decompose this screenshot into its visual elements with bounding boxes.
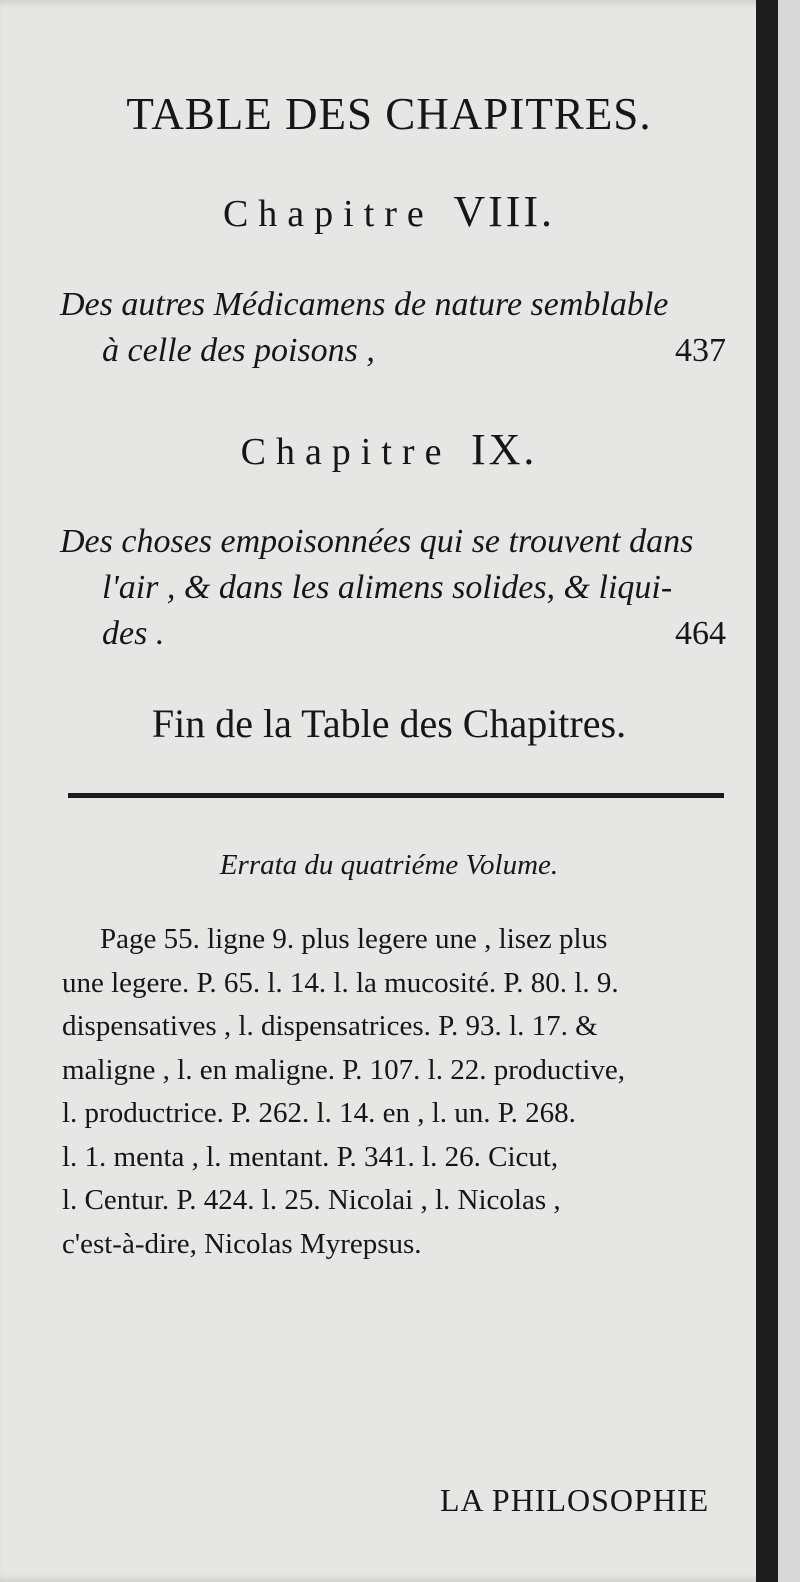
chapter-entry-ix	[60, 519, 732, 657]
catchword: LA PHILOSOPHIE	[440, 1482, 710, 1518]
end-of-table: Fin de la Table des Chapitres.	[151, 701, 627, 746]
page-edge	[756, 0, 778, 1582]
chapter-label: Chapitre	[222, 193, 434, 235]
chapter-label: Chapitre	[240, 431, 452, 473]
entry-line: des .	[102, 615, 165, 652]
page-number: 437	[675, 332, 726, 369]
page-title: TABLE DES CHAPITRES.	[126, 89, 652, 139]
page-number: 464	[675, 615, 726, 652]
entry-row-last	[60, 328, 732, 374]
chapter-heading-ix	[0, 424, 778, 475]
errata-title: Errata du quatriéme Volume.	[219, 849, 559, 881]
errata-line: Page 55. ligne 9. plus legere une , lisez plus	[100, 923, 608, 955]
errata-line: dispensatives , l. dispensatrices. P. 93. l. 17. &	[62, 1010, 598, 1042]
errata-body	[62, 918, 742, 1266]
chapter-number: VIII.	[453, 187, 556, 236]
errata-line: c'est-à-dire, Nicolas Myrepsus.	[62, 1227, 422, 1260]
chapter-entry-viii	[60, 282, 732, 374]
errata-line: l. 1. menta , l. mentant. P. 341. l. 26. Cicut,	[62, 1140, 559, 1173]
chapter-heading-viii	[0, 186, 778, 237]
errata-line: l. productrice. P. 262. l. 14. en , l. un. P. 268.	[62, 1097, 576, 1129]
chapter-number: IX.	[470, 425, 538, 474]
errata-line: l. Centur. P. 424. l. 25. Nicolai , l. Nicolas ,	[62, 1184, 561, 1216]
horizontal-rule	[68, 793, 724, 798]
entry-line: l'air , & dans les alimens solides, & liqui-	[102, 569, 673, 606]
errata-line: une legere. P. 65. l. 14. l. la mucosité. P. 80. l. 9.	[62, 966, 619, 999]
entry-line: Des autres Médicamens de nature semblable	[60, 286, 669, 323]
entry-line: Des choses empoisonnées qui se trouvent dans	[60, 523, 694, 560]
entry-line: à celle des poisons ,	[102, 332, 375, 369]
errata-line: maligne , l. en maligne. P. 107. l. 22. productive,	[62, 1053, 625, 1086]
entry-row-last	[60, 611, 732, 657]
